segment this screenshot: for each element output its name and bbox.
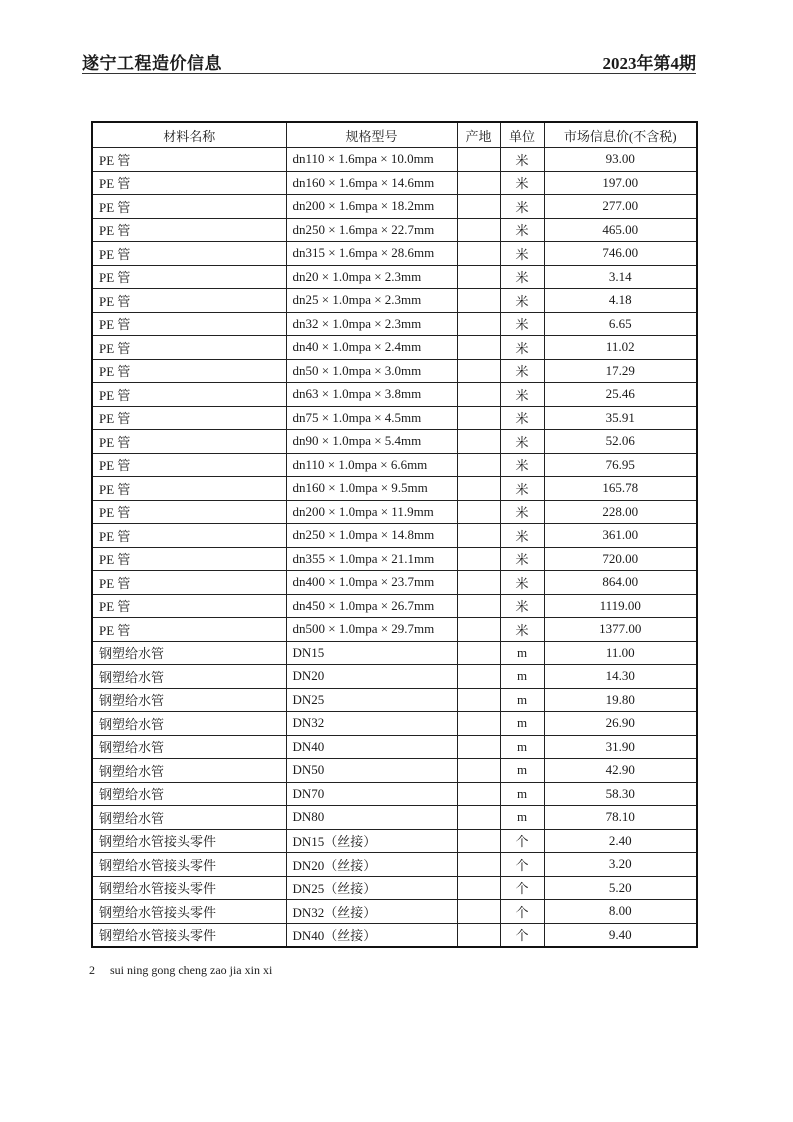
material-name-cell: 钢塑给水管 bbox=[92, 688, 286, 712]
unit-cell: 个 bbox=[500, 900, 544, 924]
specification-cell: dn110 × 1.6mpa × 10.0mm bbox=[286, 148, 457, 172]
unit-cell: 米 bbox=[500, 571, 544, 595]
price-cell: 197.00 bbox=[544, 171, 697, 195]
price-cell: 8.00 bbox=[544, 900, 697, 924]
material-name-cell: 钢塑给水管 bbox=[92, 759, 286, 783]
table-row bbox=[92, 171, 697, 195]
unit-cell: 个 bbox=[500, 829, 544, 853]
column-header-specification: 规格型号 bbox=[286, 122, 457, 148]
specification-cell: dn450 × 1.0mpa × 26.7mm bbox=[286, 594, 457, 618]
specification-cell: dn75 × 1.0mpa × 4.5mm bbox=[286, 406, 457, 430]
specification-cell: dn160 × 1.0mpa × 9.5mm bbox=[286, 477, 457, 501]
table-row bbox=[92, 688, 697, 712]
table-row bbox=[92, 547, 697, 571]
material-name-cell: 钢塑给水管接头零件 bbox=[92, 876, 286, 900]
table-row bbox=[92, 900, 697, 924]
origin-cell bbox=[457, 218, 500, 242]
material-name-cell: PE 管 bbox=[92, 618, 286, 642]
material-name-cell: PE 管 bbox=[92, 406, 286, 430]
page-header bbox=[82, 47, 696, 73]
unit-cell: 米 bbox=[500, 148, 544, 172]
table-row bbox=[92, 265, 697, 289]
origin-cell bbox=[457, 171, 500, 195]
specification-cell: DN20 bbox=[286, 665, 457, 689]
origin-cell bbox=[457, 876, 500, 900]
price-cell: 746.00 bbox=[544, 242, 697, 266]
price-table bbox=[91, 121, 698, 948]
unit-cell: 米 bbox=[500, 477, 544, 501]
table-row bbox=[92, 594, 697, 618]
unit-cell: 米 bbox=[500, 312, 544, 336]
table-row bbox=[92, 665, 697, 689]
specification-cell: dn400 × 1.0mpa × 23.7mm bbox=[286, 571, 457, 595]
origin-cell bbox=[457, 641, 500, 665]
specification-cell: DN80 bbox=[286, 806, 457, 830]
unit-cell: m bbox=[500, 735, 544, 759]
price-cell: 76.95 bbox=[544, 453, 697, 477]
table-row bbox=[92, 735, 697, 759]
material-name-cell: 钢塑给水管接头零件 bbox=[92, 923, 286, 947]
price-cell: 277.00 bbox=[544, 195, 697, 219]
material-name-cell: 钢塑给水管 bbox=[92, 735, 286, 759]
price-cell: 11.00 bbox=[544, 641, 697, 665]
material-name-cell: PE 管 bbox=[92, 477, 286, 501]
specification-cell: DN40 bbox=[286, 735, 457, 759]
specification-cell: DN15 bbox=[286, 641, 457, 665]
specification-cell: dn50 × 1.0mpa × 3.0mm bbox=[286, 359, 457, 383]
table-row bbox=[92, 453, 697, 477]
price-cell: 42.90 bbox=[544, 759, 697, 783]
column-header-unit: 单位 bbox=[500, 122, 544, 148]
unit-cell: 个 bbox=[500, 876, 544, 900]
specification-cell: DN25（丝接） bbox=[286, 876, 457, 900]
material-name-cell: PE 管 bbox=[92, 383, 286, 407]
column-header-origin: 产地 bbox=[457, 122, 500, 148]
origin-cell bbox=[457, 759, 500, 783]
table-row bbox=[92, 524, 697, 548]
specification-cell: dn315 × 1.6mpa × 28.6mm bbox=[286, 242, 457, 266]
price-cell: 361.00 bbox=[544, 524, 697, 548]
specification-cell: dn110 × 1.0mpa × 6.6mm bbox=[286, 453, 457, 477]
material-name-cell: 钢塑给水管 bbox=[92, 806, 286, 830]
material-name-cell: PE 管 bbox=[92, 430, 286, 454]
table-row bbox=[92, 641, 697, 665]
table-row bbox=[92, 406, 697, 430]
unit-cell: 米 bbox=[500, 406, 544, 430]
table-header-row bbox=[92, 122, 697, 148]
material-name-cell: PE 管 bbox=[92, 571, 286, 595]
price-cell: 14.30 bbox=[544, 665, 697, 689]
unit-cell: m bbox=[500, 759, 544, 783]
price-cell: 31.90 bbox=[544, 735, 697, 759]
table-row bbox=[92, 829, 697, 853]
price-cell: 78.10 bbox=[544, 806, 697, 830]
unit-cell: 米 bbox=[500, 594, 544, 618]
material-name-cell: 钢塑给水管 bbox=[92, 665, 286, 689]
price-cell: 228.00 bbox=[544, 500, 697, 524]
price-cell: 1119.00 bbox=[544, 594, 697, 618]
unit-cell: 米 bbox=[500, 359, 544, 383]
table-row bbox=[92, 242, 697, 266]
material-name-cell: PE 管 bbox=[92, 171, 286, 195]
origin-cell bbox=[457, 453, 500, 477]
unit-cell: m bbox=[500, 665, 544, 689]
origin-cell bbox=[457, 406, 500, 430]
table-row bbox=[92, 336, 697, 360]
price-cell: 35.91 bbox=[544, 406, 697, 430]
price-cell: 6.65 bbox=[544, 312, 697, 336]
price-cell: 2.40 bbox=[544, 829, 697, 853]
publication-title: 遂宁工程造价信息 bbox=[82, 54, 222, 73]
price-cell: 93.00 bbox=[544, 148, 697, 172]
specification-cell: DN32（丝接） bbox=[286, 900, 457, 924]
origin-cell bbox=[457, 383, 500, 407]
table-row bbox=[92, 876, 697, 900]
origin-cell bbox=[457, 430, 500, 454]
specification-cell: dn500 × 1.0mpa × 29.7mm bbox=[286, 618, 457, 642]
page-number: 2 bbox=[89, 963, 95, 977]
table-row bbox=[92, 806, 697, 830]
material-name-cell: 钢塑给水管接头零件 bbox=[92, 900, 286, 924]
material-name-cell: PE 管 bbox=[92, 265, 286, 289]
price-cell: 1377.00 bbox=[544, 618, 697, 642]
table-row bbox=[92, 148, 697, 172]
specification-cell: dn200 × 1.6mpa × 18.2mm bbox=[286, 195, 457, 219]
material-name-cell: PE 管 bbox=[92, 336, 286, 360]
table-row bbox=[92, 500, 697, 524]
origin-cell bbox=[457, 289, 500, 313]
origin-cell bbox=[457, 665, 500, 689]
column-header-material-name: 材料名称 bbox=[92, 122, 286, 148]
table-row bbox=[92, 289, 697, 313]
material-name-cell: PE 管 bbox=[92, 312, 286, 336]
specification-cell: DN15（丝接） bbox=[286, 829, 457, 853]
table-row bbox=[92, 712, 697, 736]
specification-cell: dn32 × 1.0mpa × 2.3mm bbox=[286, 312, 457, 336]
material-name-cell: PE 管 bbox=[92, 524, 286, 548]
table-body bbox=[92, 148, 697, 948]
table-row bbox=[92, 618, 697, 642]
origin-cell bbox=[457, 829, 500, 853]
table-row bbox=[92, 218, 697, 242]
table-row bbox=[92, 782, 697, 806]
price-cell: 3.14 bbox=[544, 265, 697, 289]
specification-cell: dn355 × 1.0mpa × 21.1mm bbox=[286, 547, 457, 571]
table-row bbox=[92, 923, 697, 947]
table-row bbox=[92, 383, 697, 407]
unit-cell: 米 bbox=[500, 265, 544, 289]
material-name-cell: PE 管 bbox=[92, 289, 286, 313]
specification-cell: DN40（丝接） bbox=[286, 923, 457, 947]
unit-cell: m bbox=[500, 641, 544, 665]
origin-cell bbox=[457, 618, 500, 642]
specification-cell: DN20（丝接） bbox=[286, 853, 457, 877]
material-name-cell: 钢塑给水管接头零件 bbox=[92, 853, 286, 877]
price-cell: 3.20 bbox=[544, 853, 697, 877]
origin-cell bbox=[457, 242, 500, 266]
unit-cell: 米 bbox=[500, 383, 544, 407]
page-footer bbox=[89, 963, 272, 978]
origin-cell bbox=[457, 900, 500, 924]
material-name-cell: 钢塑给水管 bbox=[92, 641, 286, 665]
unit-cell: m bbox=[500, 712, 544, 736]
specification-cell: dn250 × 1.6mpa × 22.7mm bbox=[286, 218, 457, 242]
origin-cell bbox=[457, 500, 500, 524]
price-cell: 465.00 bbox=[544, 218, 697, 242]
unit-cell: 米 bbox=[500, 618, 544, 642]
origin-cell bbox=[457, 782, 500, 806]
unit-cell: 个 bbox=[500, 923, 544, 947]
unit-cell: 米 bbox=[500, 242, 544, 266]
footer-text: sui ning gong cheng zao jia xin xi bbox=[110, 963, 273, 977]
unit-cell: 米 bbox=[500, 195, 544, 219]
origin-cell bbox=[457, 923, 500, 947]
material-name-cell: PE 管 bbox=[92, 500, 286, 524]
price-cell: 4.18 bbox=[544, 289, 697, 313]
unit-cell: 个 bbox=[500, 853, 544, 877]
price-cell: 52.06 bbox=[544, 430, 697, 454]
origin-cell bbox=[457, 195, 500, 219]
material-name-cell: PE 管 bbox=[92, 359, 286, 383]
unit-cell: m bbox=[500, 688, 544, 712]
header-divider bbox=[82, 73, 696, 74]
specification-cell: dn200 × 1.0mpa × 11.9mm bbox=[286, 500, 457, 524]
issue-label: 2023年第4期 bbox=[602, 54, 696, 73]
price-cell: 25.46 bbox=[544, 383, 697, 407]
origin-cell bbox=[457, 571, 500, 595]
specification-cell: dn90 × 1.0mpa × 5.4mm bbox=[286, 430, 457, 454]
specification-cell: DN32 bbox=[286, 712, 457, 736]
specification-cell: dn25 × 1.0mpa × 2.3mm bbox=[286, 289, 457, 313]
table-row bbox=[92, 430, 697, 454]
origin-cell bbox=[457, 806, 500, 830]
table-row bbox=[92, 759, 697, 783]
origin-cell bbox=[457, 688, 500, 712]
unit-cell: m bbox=[500, 782, 544, 806]
table-row bbox=[92, 195, 697, 219]
origin-cell bbox=[457, 148, 500, 172]
price-cell: 165.78 bbox=[544, 477, 697, 501]
unit-cell: 米 bbox=[500, 171, 544, 195]
specification-cell: dn250 × 1.0mpa × 14.8mm bbox=[286, 524, 457, 548]
price-cell: 720.00 bbox=[544, 547, 697, 571]
specification-cell: DN70 bbox=[286, 782, 457, 806]
price-cell: 864.00 bbox=[544, 571, 697, 595]
specification-cell: dn20 × 1.0mpa × 2.3mm bbox=[286, 265, 457, 289]
unit-cell: 米 bbox=[500, 336, 544, 360]
price-cell: 9.40 bbox=[544, 923, 697, 947]
price-cell: 19.80 bbox=[544, 688, 697, 712]
unit-cell: 米 bbox=[500, 430, 544, 454]
origin-cell bbox=[457, 524, 500, 548]
specification-cell: dn160 × 1.6mpa × 14.6mm bbox=[286, 171, 457, 195]
material-name-cell: PE 管 bbox=[92, 218, 286, 242]
unit-cell: 米 bbox=[500, 547, 544, 571]
origin-cell bbox=[457, 735, 500, 759]
material-name-cell: PE 管 bbox=[92, 547, 286, 571]
table-row bbox=[92, 312, 697, 336]
table-row bbox=[92, 571, 697, 595]
origin-cell bbox=[457, 594, 500, 618]
origin-cell bbox=[457, 336, 500, 360]
material-name-cell: PE 管 bbox=[92, 453, 286, 477]
unit-cell: 米 bbox=[500, 289, 544, 313]
material-name-cell: PE 管 bbox=[92, 594, 286, 618]
origin-cell bbox=[457, 312, 500, 336]
specification-cell: dn40 × 1.0mpa × 2.4mm bbox=[286, 336, 457, 360]
table-row bbox=[92, 477, 697, 501]
price-cell: 5.20 bbox=[544, 876, 697, 900]
table-row bbox=[92, 853, 697, 877]
column-header-price: 市场信息价(不含税) bbox=[544, 122, 697, 148]
unit-cell: 米 bbox=[500, 453, 544, 477]
material-name-cell: PE 管 bbox=[92, 242, 286, 266]
origin-cell bbox=[457, 547, 500, 571]
origin-cell bbox=[457, 265, 500, 289]
specification-cell: DN25 bbox=[286, 688, 457, 712]
origin-cell bbox=[457, 477, 500, 501]
unit-cell: 米 bbox=[500, 524, 544, 548]
material-name-cell: PE 管 bbox=[92, 148, 286, 172]
origin-cell bbox=[457, 359, 500, 383]
material-name-cell: 钢塑给水管 bbox=[92, 782, 286, 806]
origin-cell bbox=[457, 853, 500, 877]
price-cell: 26.90 bbox=[544, 712, 697, 736]
material-name-cell: 钢塑给水管接头零件 bbox=[92, 829, 286, 853]
unit-cell: m bbox=[500, 806, 544, 830]
unit-cell: 米 bbox=[500, 218, 544, 242]
price-cell: 17.29 bbox=[544, 359, 697, 383]
origin-cell bbox=[457, 712, 500, 736]
unit-cell: 米 bbox=[500, 500, 544, 524]
specification-cell: dn63 × 1.0mpa × 3.8mm bbox=[286, 383, 457, 407]
specification-cell: DN50 bbox=[286, 759, 457, 783]
material-name-cell: PE 管 bbox=[92, 195, 286, 219]
price-cell: 58.30 bbox=[544, 782, 697, 806]
price-cell: 11.02 bbox=[544, 336, 697, 360]
material-name-cell: 钢塑给水管 bbox=[92, 712, 286, 736]
table-row bbox=[92, 359, 697, 383]
